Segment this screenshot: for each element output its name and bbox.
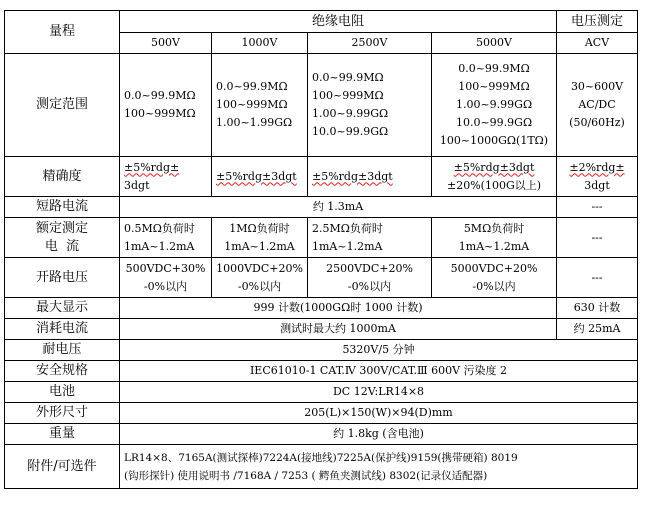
cell-accuracy-2500	[308, 157, 432, 197]
cell-range-1000	[212, 54, 308, 157]
label-max-display: 最大显示	[5, 298, 120, 319]
open-5000-line: -0%以内	[472, 279, 516, 293]
rated-500-line: 0.5MΩ负荷时	[124, 221, 195, 235]
row-dimensions	[5, 403, 638, 424]
rated-2500-line: 2.5MΩ负荷时	[312, 221, 383, 235]
range-1000-line: 0.0~99.9MΩ	[216, 80, 288, 93]
cell-rated-5000	[432, 218, 557, 258]
row-short-current	[5, 197, 638, 218]
accuracy-acv-line: 3dgt	[584, 178, 610, 192]
rated-current-label-line: 电 流	[44, 238, 80, 254]
cell-accuracy-500	[120, 157, 212, 197]
value-withstand: 5320V/5 分钟	[120, 340, 638, 361]
acv-rated-current: ---	[557, 218, 638, 258]
row-measure-range	[5, 54, 638, 157]
range-acv-line: (50/60Hz)	[569, 116, 625, 129]
value-consumption: 测试时最大约 1000mA	[120, 319, 557, 340]
accuracy-acv-line: ±2%rdg±	[569, 160, 625, 174]
value-weight: 约 1.8kg (含电池)	[120, 424, 638, 445]
row-max-display	[5, 298, 638, 319]
range-5000-line: 1.00~9.99GΩ	[455, 98, 533, 111]
row-rated-current	[5, 218, 638, 258]
value-dimensions: 205(L)×150(W)×94(D)mm	[120, 403, 638, 424]
accuracy-5000-line: ±20%(100G以上)	[446, 178, 542, 192]
header-col-5000v: 5000V	[432, 33, 557, 54]
cell-open-500	[120, 258, 212, 298]
range-acv-line: AC/DC	[578, 98, 616, 111]
open-500-line: 500VDC+30%	[125, 261, 206, 275]
row-safety	[5, 361, 638, 382]
cell-rated-2500	[308, 218, 432, 258]
open-5000-line: 5000VDC+20%	[450, 261, 538, 275]
row-weight	[5, 424, 638, 445]
range-1000-line: 100~999MΩ	[216, 98, 288, 111]
range-2500-line: 10.0~99.9GΩ	[312, 125, 389, 138]
value-safety: IEC61010-1 CAT.Ⅳ 300V/CAT.Ⅲ 600V 污染度 2	[120, 361, 638, 382]
label-battery: 电池	[5, 382, 120, 403]
range-5000-line: 10.0~99.9GΩ	[455, 116, 533, 129]
open-2500-line: -0%以内	[347, 279, 392, 293]
cell-range-2500	[308, 54, 432, 157]
label-weight: 重量	[5, 424, 120, 445]
rated-5000-line: 5MΩ负荷时	[463, 221, 525, 235]
label-short-current: 短路电流	[5, 197, 120, 218]
header-voltage: 电压测定	[557, 11, 638, 33]
rated-2500-line: 1mA~1.2mA	[312, 239, 383, 253]
open-2500-line: 2500VDC+20%	[326, 261, 413, 275]
rated-500-line: 1mA~1.2mA	[124, 239, 195, 253]
header-col-2500v: 2500V	[308, 33, 432, 54]
cell-rated-500	[120, 218, 212, 258]
range-500-line: 0.0~99.9MΩ	[124, 89, 196, 102]
row-open-voltage	[5, 258, 638, 298]
range-2500-line: 1.00~9.99GΩ	[312, 107, 389, 120]
row-withstand	[5, 340, 638, 361]
value-short-current: 约 1.3mA	[120, 197, 557, 218]
accessories-line: LR14×8、7165A(测试探棒)7224A(接地线)7225A(保护线)9159(携带硬箱) 8019	[124, 451, 518, 464]
row-accuracy	[5, 157, 638, 197]
cell-rated-1000	[212, 218, 308, 258]
open-1000-line: -0%以内	[237, 279, 282, 293]
label-rated-current	[5, 218, 120, 258]
range-1000-line: 1.00~1.99GΩ	[216, 116, 293, 129]
cell-range-500	[120, 54, 212, 157]
header-range: 量程	[5, 11, 120, 54]
accuracy-5000-line: ±5%rdg±3dgt	[453, 160, 535, 174]
label-open-voltage: 开路电压	[5, 258, 120, 298]
value-battery: DC 12V:LR14×8	[120, 382, 638, 403]
row-consumption	[5, 319, 638, 340]
acv-consumption: 约 25mA	[557, 319, 638, 340]
range-2500-line: 100~999MΩ	[312, 89, 384, 102]
accuracy-500-line: 3dgt	[124, 178, 150, 192]
cell-open-5000	[432, 258, 557, 298]
header-col-1000v: 1000V	[212, 33, 308, 54]
row-battery	[5, 382, 638, 403]
accuracy-1000-text: ±5%rdg±3dgt	[216, 169, 297, 183]
cell-range-5000	[432, 54, 557, 157]
row-accessories	[5, 445, 638, 489]
label-accessories: 附件/可选件	[5, 445, 120, 489]
cell-accuracy-5000	[432, 157, 557, 197]
accuracy-500-line: ±5%rdg±	[124, 160, 180, 174]
rated-1000-line: 1mA~1.2mA	[224, 239, 295, 253]
label-consumption: 消耗电流	[5, 319, 120, 340]
acv-open-voltage: ---	[557, 258, 638, 298]
accessories-line: (钩形探针) 使用说明书 /7168A / 7253 ( 鳄鱼夹测试线) 8302(记录仪适配器)	[124, 469, 488, 482]
range-5000-line: 0.0~99.9MΩ	[458, 62, 530, 75]
accuracy-2500-text: ±5%rdg±3dgt	[312, 169, 393, 183]
cell-range-acv	[557, 54, 638, 157]
cell-open-2500	[308, 258, 432, 298]
label-accuracy: 精确度	[5, 157, 120, 197]
header-col-500v: 500V	[120, 33, 212, 54]
open-1000-line: 1000VDC+20%	[216, 261, 303, 275]
acv-short-current: ---	[557, 197, 638, 218]
label-withstand: 耐电压	[5, 340, 120, 361]
label-dimensions: 外形尺寸	[5, 403, 120, 424]
range-500-line: 100~999MΩ	[124, 107, 196, 120]
range-5000-line: 100~1000GΩ(1TΩ)	[439, 134, 549, 147]
spec-table	[4, 10, 638, 489]
cell-accuracy-1000	[212, 157, 308, 197]
range-2500-line: 0.0~99.9MΩ	[312, 71, 384, 84]
cell-accuracy-acv	[557, 157, 638, 197]
range-acv-line: 30~600V	[570, 80, 624, 93]
rated-current-label-line: 额定测定	[35, 220, 88, 236]
rated-5000-line: 1mA~1.2mA	[458, 239, 530, 253]
value-accessories	[120, 445, 638, 489]
acv-max-display: 630 计数	[557, 298, 638, 319]
value-max-display: 999 计数(1000GΩ时 1000 计数)	[120, 298, 557, 319]
open-500-line: -0%以内	[143, 279, 188, 293]
header-insulation: 绝缘电阻	[120, 11, 557, 33]
label-measure-range: 测定范围	[5, 54, 120, 157]
cell-open-1000	[212, 258, 308, 298]
label-safety: 安全规格	[5, 361, 120, 382]
range-5000-line: 100~999MΩ	[458, 80, 530, 93]
header-col-acv: ACV	[557, 33, 638, 54]
rated-1000-line: 1MΩ负荷时	[229, 221, 290, 235]
